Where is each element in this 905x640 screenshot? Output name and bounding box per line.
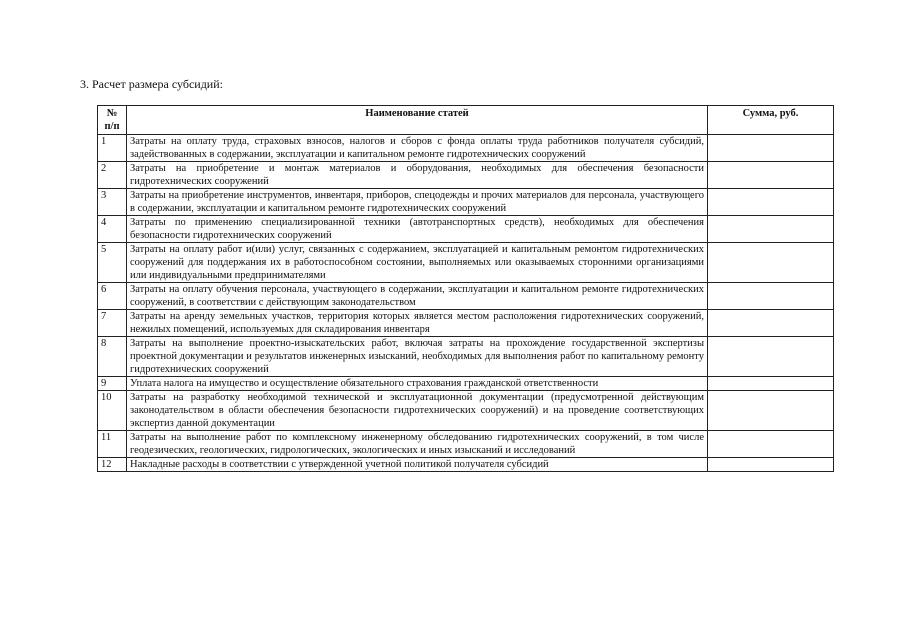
row-item-name: Затраты на оплату обучения персонала, участвующего в содержании, эксплуатации и капитальном ремонте гидротехнических сооружений, в соответствии с действующим законодательством xyxy=(127,283,708,310)
row-amount xyxy=(708,431,834,458)
header-amount: Сумма, руб. xyxy=(708,106,834,135)
row-item-name: Затраты на разработку необходимой технической и эксплуатационной документации (предусмотренной действующим законодательством в области обеспечения безопасности гидротехнических сооружений) и на проведение соответствующих экспертиз данной документации xyxy=(127,391,708,431)
row-amount xyxy=(708,377,834,391)
row-number: 5 xyxy=(98,243,127,283)
table-row xyxy=(98,189,834,216)
row-item-name: Затраты на оплату работ и(или) услуг, связанных с содержанием, эксплуатацией и капитальным ремонтом гидротехнических сооружений для поддержания их в работоспособном состоянии, выполняемых или оказываемых сторонними организациями или индивидуальными предпринимателями xyxy=(127,243,708,283)
row-number: 6 xyxy=(98,283,127,310)
table-header-row xyxy=(98,106,834,135)
row-amount xyxy=(708,216,834,243)
table-row xyxy=(98,243,834,283)
row-number: 12 xyxy=(98,458,127,472)
row-amount xyxy=(708,135,834,162)
row-amount xyxy=(708,310,834,337)
row-item-name: Затраты на приобретение и монтаж материалов и оборудования, необходимых для обеспечения безопасности гидротехнических сооружений xyxy=(127,162,708,189)
table-row xyxy=(98,337,834,377)
row-number: 7 xyxy=(98,310,127,337)
table-row xyxy=(98,458,834,472)
header-number xyxy=(98,106,127,135)
row-amount xyxy=(708,243,834,283)
row-number: 9 xyxy=(98,377,127,391)
row-amount xyxy=(708,391,834,431)
row-number: 2 xyxy=(98,162,127,189)
header-number-symbol: № xyxy=(106,108,118,119)
row-item-name: Затраты на приобретение инструментов, инвентаря, приборов, спецодежды и прочих материалов для персонала, участвующего в содержании, эксплуатации и капитальном ремонте гидротехнических сооружений xyxy=(127,189,708,216)
row-item-name: Уплата налога на имущество и осуществление обязательного страхования гражданской ответственности xyxy=(127,377,708,391)
row-amount xyxy=(708,162,834,189)
table-row xyxy=(98,310,834,337)
row-amount xyxy=(708,283,834,310)
row-number: 3 xyxy=(98,189,127,216)
row-item-name: Затраты на аренду земельных участков, территория которых является местом расположения гидротехнических сооружений, нежилых помещений, используемых для складирования инвентаря xyxy=(127,310,708,337)
subsidy-calculation-table xyxy=(97,105,834,472)
header-number-abbr: п/п xyxy=(104,121,120,132)
header-item-name: Наименование статей xyxy=(127,106,708,135)
row-amount xyxy=(708,189,834,216)
row-number: 4 xyxy=(98,216,127,243)
table-row xyxy=(98,391,834,431)
row-item-name: Затраты на выполнение проектно-изыскательских работ, включая затраты на прохождение государственной экспертизы проектной документации и результатов инженерных изысканий, необходимых для выполнения работ по капитальному ремонту гидротехнических сооружений xyxy=(127,337,708,377)
table-row xyxy=(98,283,834,310)
table-row xyxy=(98,216,834,243)
table-row xyxy=(98,431,834,458)
row-amount xyxy=(708,337,834,377)
row-item-name: Накладные расходы в соответствии с утвержденной учетной политикой получателя субсидий xyxy=(127,458,708,472)
table-row xyxy=(98,135,834,162)
section-title: 3. Расчет размера субсидий: xyxy=(80,77,223,91)
row-number: 8 xyxy=(98,337,127,377)
row-number: 11 xyxy=(98,431,127,458)
row-item-name: Затраты по применению специализированной техники (автотранспортных средств), необходимых для обеспечения безопасности гидротехнических сооружений xyxy=(127,216,708,243)
table-row xyxy=(98,162,834,189)
row-amount xyxy=(708,458,834,472)
table-row xyxy=(98,377,834,391)
row-number: 10 xyxy=(98,391,127,431)
row-item-name: Затраты на оплату труда, страховых взносов, налогов и сборов с фонда оплаты труда работников получателя субсидий, задействованных в содержании, эксплуатации и капитальном ремонте гидротехнических сооружений xyxy=(127,135,708,162)
row-item-name: Затраты на выполнение работ по комплексному инженерному обследованию гидротехнических сооружений, в том числе геодезических, геологических, гидрологических, экологических и иных изысканий и исследований xyxy=(127,431,708,458)
row-number: 1 xyxy=(98,135,127,162)
